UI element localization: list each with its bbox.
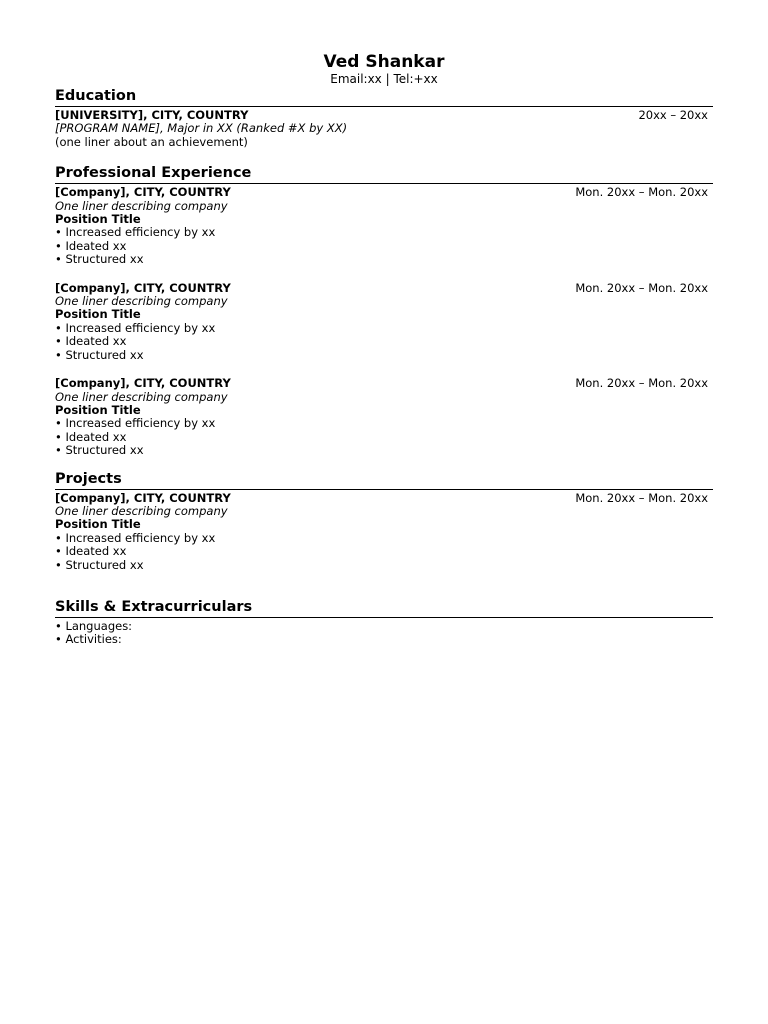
experience-entry [55,186,713,266]
experience-header-row [55,186,713,199]
experience-bullet: • Structured xx [55,347,144,362]
project-entry [55,492,713,572]
education-institution: [UNIVERSITY], CITY, COUNTRY [55,108,249,122]
project-bullet: • Increased efficiency by xx [55,530,216,545]
experience-company: [Company], CITY, COUNTRY [55,280,231,295]
project-bullet: • Structured xx [55,557,144,572]
experience-company: [Company], CITY, COUNTRY [55,376,231,391]
education-heading: Education [55,88,713,107]
experience-bullet: • Structured xx [55,252,144,267]
experience-bullet: • Ideated xx [55,334,127,349]
resume-page [55,52,713,647]
projects-section [55,471,713,572]
project-description: One liner describing company [55,503,228,518]
skills-item-activities: • Activities: [55,632,122,647]
experience-bullet: • Structured xx [55,443,144,458]
experience-bullet: • Increased efficiency by xx [55,320,216,335]
experience-header-row [55,377,713,390]
experience-company: [Company], CITY, COUNTRY [55,185,231,200]
experience-heading: Professional Experience [55,165,713,184]
project-bullet: • Ideated xx [55,544,127,559]
experience-dates: Mon. 20xx – Mon. 20xx [575,376,708,391]
project-position: Position Title [55,517,141,532]
education-dates: 20xx – 20xx [638,108,708,122]
experience-entry [55,282,713,362]
experience-description: One liner describing company [55,198,228,213]
project-company: [Company], CITY, COUNTRY [55,490,231,505]
experience-position: Position Title [55,212,141,227]
experience-description: One liner describing company [55,389,228,404]
skills-heading: Skills & Extracurriculars [55,599,713,618]
project-header-row [55,492,713,505]
skills-item-languages: • Languages: [55,618,133,633]
contact-line: Email:xx | Tel:+xx [330,72,438,86]
experience-bullet: • Ideated xx [55,429,127,444]
project-dates: Mon. 20xx – Mon. 20xx [575,490,708,505]
experience-dates: Mon. 20xx – Mon. 20xx [575,280,708,295]
experience-header-row [55,282,713,295]
candidate-name: Ved Shankar [323,52,445,72]
education-header-row [55,109,713,122]
education-achievement: (one liner about an achievement) [55,134,248,149]
experience-position: Position Title [55,402,141,417]
experience-bullet: • Increased efficiency by xx [55,416,216,431]
experience-position: Position Title [55,307,141,322]
experience-entry [55,377,713,457]
experience-section [55,165,713,457]
experience-dates: Mon. 20xx – Mon. 20xx [575,185,708,200]
experience-description: One liner describing company [55,294,228,309]
experience-bullet: • Ideated xx [55,238,127,253]
education-program: [PROGRAM NAME], Major in XX (Ranked #X by XX) [55,121,348,136]
skills-section [55,599,713,647]
projects-heading: Projects [55,471,713,490]
experience-bullet: • Increased efficiency by xx [55,225,216,240]
education-section [55,88,713,149]
